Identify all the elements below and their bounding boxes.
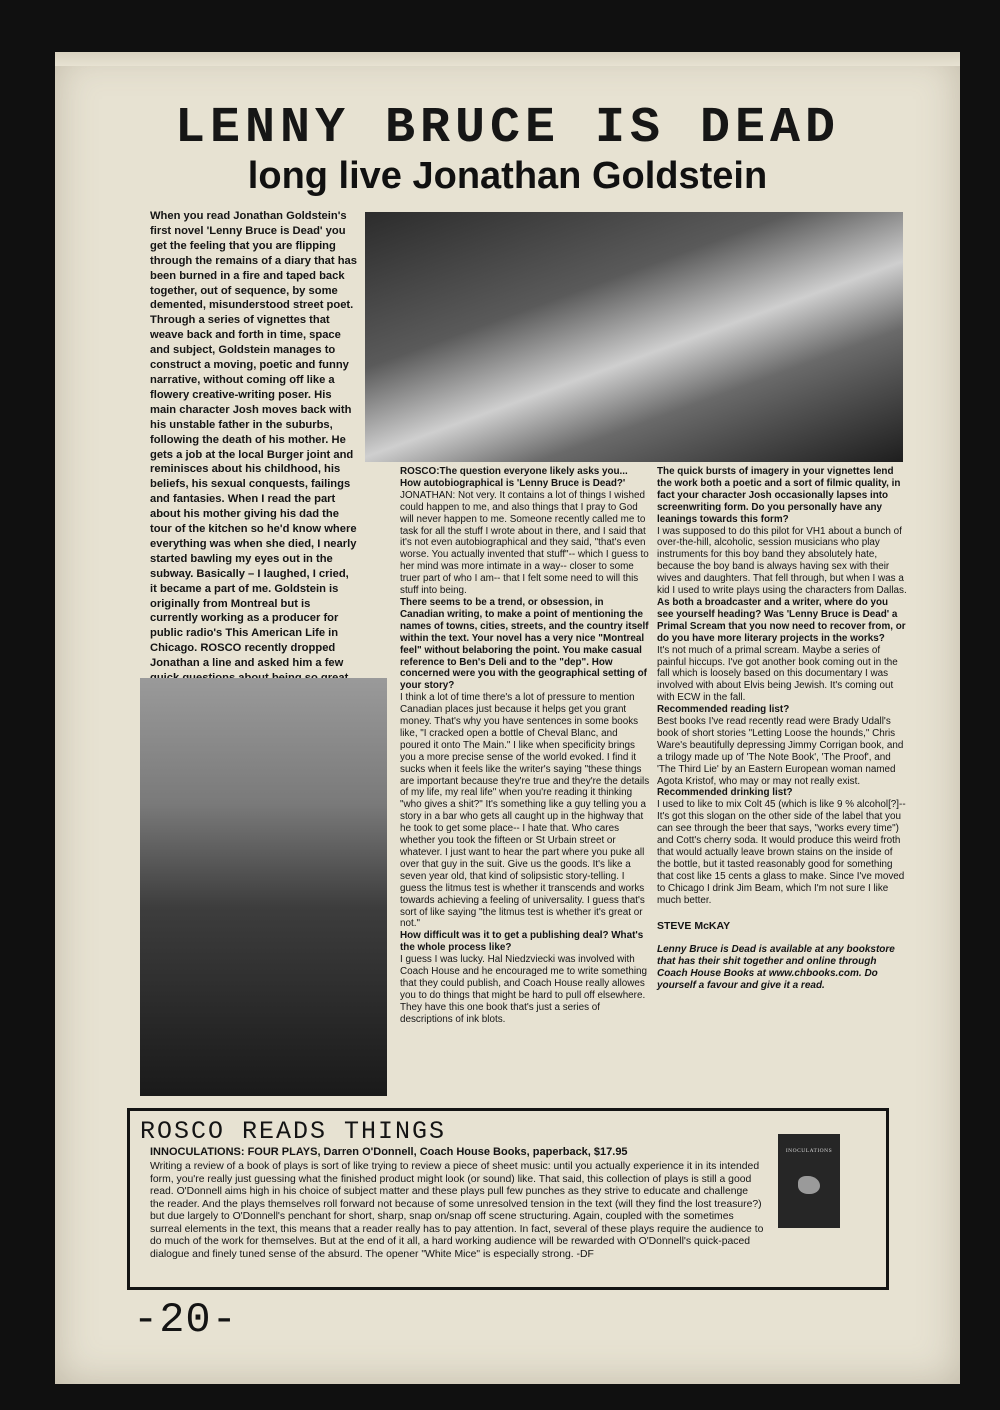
party-photo: [365, 212, 903, 462]
author-portrait-photo: [140, 678, 387, 1096]
interview-question: As both a broadcaster and a writer, where do you see yourself heading? Was 'Lenny Bruce is Dead' a Primal Scream that you now need to recover from, or do you have more literary projects in the works?: [657, 596, 906, 644]
interview-question: How difficult was it to get a publishing deal? What's the whole process like?: [400, 930, 644, 954]
interview-column-right: [657, 466, 907, 992]
interview-question: The quick bursts of imagery in your vignettes lend the work both a poetic and a sort of filmic quality, in fact your character Josh occasionally lapses into screenwriting form. Do you personally have any leanings towards this form?: [657, 466, 901, 525]
book-cover-image: [778, 1134, 840, 1228]
interview-answer: Best books I've read recently read were Brady Udall's book of short stories "Letting Loose the hounds," Chris Ware's beautifully depressing Jimmy Corrigan book, and a trilogy made up of 'The Note Book', 'The Proof', and 'The Third Lie' by an Eastern European woman named Agota Kristof, who may or may not really exist.: [657, 716, 904, 787]
interview-answer: It's not much of a primal scream. Maybe a series of painful hiccups. I've got another book coming out in the fall which is loosely based on this documentary I was involved with about Elvis being Jewish. It's coming out with ECW in the fall.: [657, 644, 898, 704]
interview-question: Recommended drinking list?: [657, 787, 793, 799]
book-cover-title: INOCULATIONS: [785, 1148, 833, 1154]
review-section-title: ROSCO READS THINGS: [140, 1117, 447, 1146]
interview-question: ROSCO:The question everyone likely asks you... How autobiographical is 'Lenny Bruce is Dead?': [400, 466, 628, 489]
article-title: LENNY BRUCE IS DEAD: [174, 100, 841, 157]
page-number: -20-: [133, 1296, 238, 1344]
interview-answer: I think a lot of time there's a lot of pressure to mention Canadian places just because it helps get you grant money. That's why you have sentences in some books like, "I cracked open a bottle of Cheval Blanc, and poured it onto The Main." I like when specificity brings you a more precise sense of the world evoked. I find it sucks when it feels like the writer's saying "these things are important because they're true and they're the details of my life, my real life" when you're reading it thinking "who gives a shit?" It's something like a guy telling you a story in a bar who gets all caught up in the highway that he took to get some place-- I hate that. Who cares whether you took the fifteen or St Urbain street or whatever. I just want to hear the part where you puke all over that guy in the suit. Give us the goods. It's like a seven year old, that kind of solipsistic story-telling. I guess the litmus test is whether it transcends and works towards achieving a feeling of universality. I guess that's sort of like saying "the litmus test is whether it's great or not.": [400, 692, 650, 930]
review-box: [127, 1108, 889, 1290]
interview-question: Recommended reading list?: [657, 704, 790, 716]
byline: STEVE McKAY: [657, 919, 731, 932]
article-subtitle: long live Jonathan Goldstein: [247, 155, 768, 197]
interview-answer: JONATHAN: Not very. It contains a lot of things I wished could happen to me, and also things that I pray to God will never happen to me. Someone recently called me to task for all the stuff I wrote about in there, and I said that it's not even autobiographical and they said, "that's even worse. You actually invented that stuff"-- which I guess to her mind was more intimate in a way-- closer to some truer part of who I am-- that I felt some need to will this stuff into being.: [400, 489, 649, 597]
interview-column-middle: [400, 466, 650, 1026]
interview-answer: I used to like to mix Colt 45 (which is like 9 % alcohol[?]-- It's got this slogan on the other side of the label that you can see through the beer that says, "works every time") and Cott's cherry soda. It would produce this weird froth that would actually leave brown stains on the inside of the bottle, but it tasted reasonably good for something that cost like 15 cents a glass to make. Since I've moved to Chicago I drink Jim Beam, which I'm not sure I like much better.: [657, 799, 906, 906]
intro-text: When you read Jonathan Goldstein's first novel 'Lenny Bruce is Dead' you get the feeling that you are flipping through the remains of a diary that has been burned in a fire and taped back together, out of sequence, by some demented, misunderstood street poet. Through a series of vignettes that weave back and forth in time, space and subject, Goldstein manages to construct a moving, poetic and funny narrative, without coming off like a flowery creative-writing poser. His main character Josh moves back with his unstable father in the suburbs, following the death of his mother. He gets a job at the local Burger joint and reminisces about his childhood, his beliefs, his sexual conquests, failings and fantasies. When I read the part about his mother giving his dad the tour of the kitchen so he'd know where everything was when she died, I nearly started bawling my eyes out in the subway. Basically – I laughed, I cried, it became a part of me. Goldstein is originally from Montreal but is currently working as a producer for public radio's This American Life in Chicago. ROSCO recently dropped Jonathan a line and asked him a few: [150, 210, 358, 670]
book-cover-illustration: [798, 1176, 820, 1194]
interview-question: There seems to be a trend, or obsession, in Canadian writing, to make a point of mentioning the names of towns, cities, streets, and the country itself within the text. Your novel has a very nice "Montreal feel" without belaboring the point. You make casual reference to Ben's Deli and to the "dep". How concerned were you with the geographical setting of your story?: [400, 596, 649, 692]
interview-answer: I was supposed to do this pilot for VH1 about a bunch of over-the-hill, alcoholic, session musicians who play instruments for this boy band they absolutely hate, because the boy band is always having sex with their wives and daughters. That fell through, but when I was a kid I used to write plays using the characters from Dallas.: [657, 525, 907, 597]
interview-answer: I guess I was lucky. Hal Niedzviecki was involved with Coach House and he encouraged me to write something that they could publish, and Coach House really allowes you to do things that might be hard to pull off elsewhere. They have this one book that's just a series of descriptions of ink blots.: [400, 954, 648, 1025]
availability-note: Lenny Bruce is Dead is available at any bookstore that has their shit together and online through Coach House Books at www.chbooks.com. Do yourself a favour and give it a read.: [657, 944, 895, 992]
review-headline: INNOCULATIONS: FOUR PLAYS, Darren O'Donnell, Coach House Books, paperback, $17.95: [150, 1146, 628, 1158]
review-body: Writing a review of a book of plays is sort of like trying to review a piece of sheet music: until you actually experience it in its intended form, you're really just guessing what the finished product might look (or sound) like. That said, this collection of plays is still a good read. O'Donnell aims high in his choice of subject matter and these plays pull few punches as they strive to educate and challenge the reader. And the plays themselves roll forward not because of some unresolved tension in the text (will they find the lost treasure?) but due largely to O'Donnell's penchant for short, sharp, snap on/snap off scene structuring. Again, coupled with the sometimes surreal elements in the text, this means that a reader really has to pay attention. In fact, several of these plays require the audience to do much of the work for themselves. But at the end of it all, a hard working audience will be rewarded with O'Donnell's quick-paced dialogue and finely tuned sense of the absurd. The opener "White Mice" is especially strong. -DF: [150, 1161, 764, 1260]
